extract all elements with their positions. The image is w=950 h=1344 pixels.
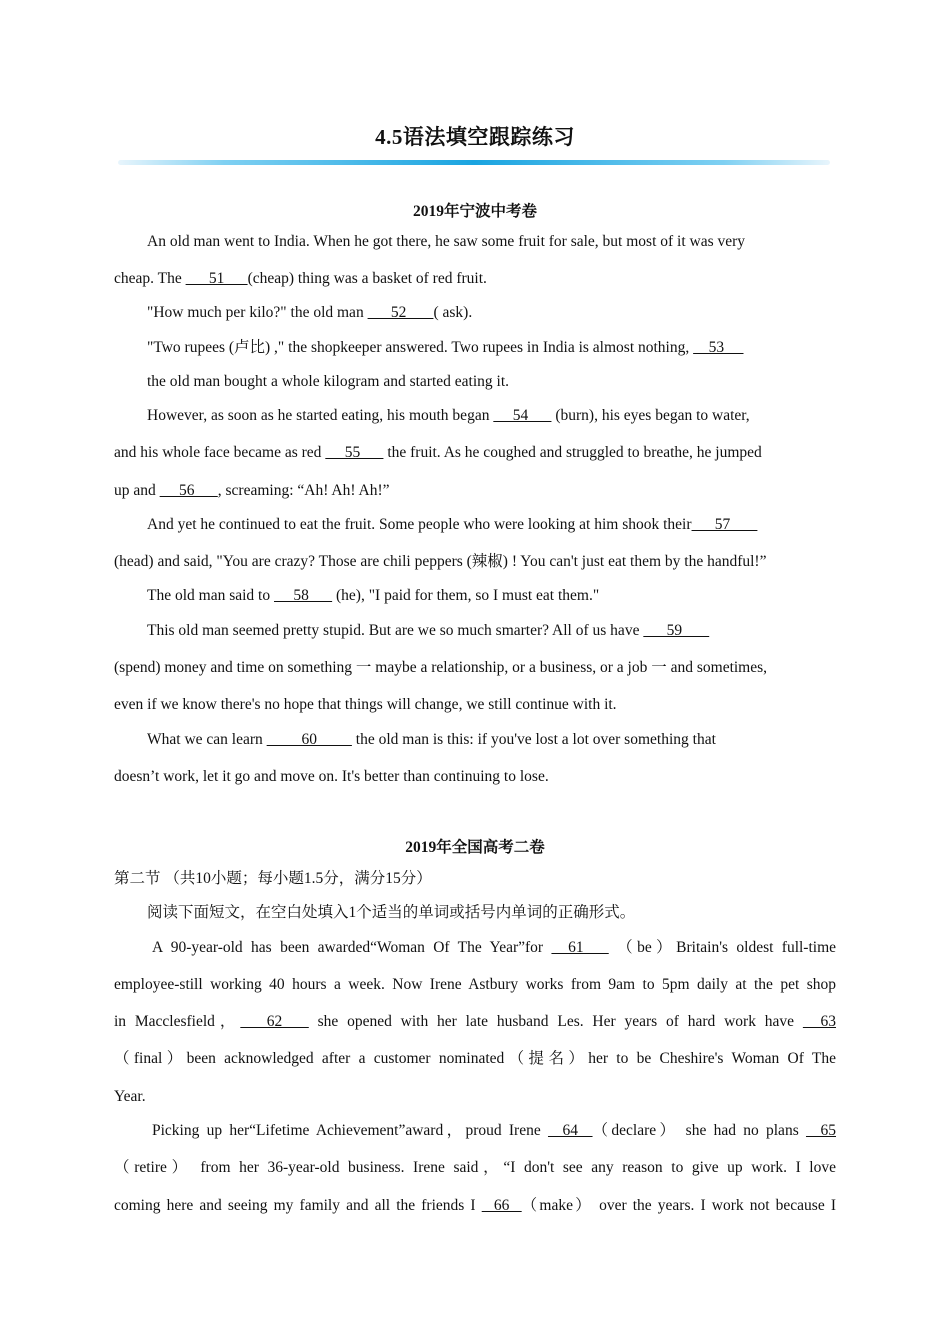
passage-line: This old man seemed pretty stupid. But are we so much smarter? All of us have 59: [147, 622, 710, 639]
section2-heading: 2019年全国高考二卷: [405, 839, 545, 856]
title-underline: [118, 160, 830, 165]
passage-line: Picking up her“Lifetime Achievement”award，proud Irene 64 （declare） she had no plans 65: [152, 1122, 836, 1139]
answer-blank[interactable]: 58: [274, 587, 333, 604]
answer-blank[interactable]: 65: [805, 1122, 836, 1139]
passage-line: And yet he continued to eat the fruit. Some people who were looking at him shook their 57: [147, 516, 758, 533]
passage-line: An old man went to India. When he got there, he saw some fruit for sale, but most of it was very: [147, 233, 746, 250]
passage-line: What we can learn 60 the old man is this: if you've lost a lot over something that: [147, 731, 716, 748]
passage-line: employee-still working 40 hours a week. Now Irene Astbury works from 9am to 5pm daily at the pet shop: [114, 976, 836, 993]
passage-line: A 90-year-old has been awarded“Woman Of The Year”for 61 （be）Britain's oldest full-time: [152, 939, 836, 956]
answer-blank[interactable]: 64: [547, 1122, 593, 1139]
answer-blank[interactable]: 54: [493, 407, 552, 424]
passage-line: coming here and seeing my family and all the friends I 66 （make） over the years. I work not because I: [114, 1197, 836, 1214]
passage-line: (head) and said, "You are crazy? Those are chili peppers (辣椒) ! You can't just eat them by the handful!”: [114, 553, 767, 570]
passage-line: "Two rupees (卢比) ," the shopkeeper answered. Two rupees in India is almost nothing, 53: [147, 339, 744, 356]
passage-line: the old man bought a whole kilogram and started eating it.: [147, 373, 510, 390]
passage-line: Year.: [114, 1088, 146, 1105]
passage-line: （final）been acknowledged after a customer nominated（提名）her to be Cheshire's Woman Of The: [114, 1050, 836, 1067]
answer-blank[interactable]: 53: [693, 339, 744, 356]
passage-line: "How much per kilo?" the old man 52 ( ask).: [147, 304, 473, 321]
passage-line: even if we know there's no hope that things will change, we still continue with it.: [114, 696, 617, 713]
answer-blank[interactable]: 66: [481, 1197, 522, 1214]
passage-line: doesn’t work, let it go and move on. It's better than continuing to lose.: [114, 768, 549, 785]
passage-line: However, as soon as he started eating, his mouth began 54 (burn), his eyes began to water,: [147, 407, 750, 424]
answer-blank[interactable]: 56: [159, 482, 218, 499]
passage-line: （retire） from her 36-year-old business. Irene said，“I don't see any reason to give up work. I love: [114, 1159, 836, 1176]
instruction-line: 第二节 （共10小题；每小题1.5分，满分15分）: [114, 870, 432, 887]
answer-blank[interactable]: 59: [643, 622, 710, 639]
answer-blank[interactable]: 57: [691, 516, 758, 533]
page-title: 4.5语法填空跟踪练习: [375, 125, 575, 149]
answer-blank[interactable]: 63: [802, 1013, 836, 1030]
answer-blank[interactable]: 60: [266, 731, 352, 748]
answer-blank[interactable]: 62: [240, 1013, 309, 1030]
answer-blank[interactable]: 51: [185, 270, 248, 287]
passage-line: (spend) money and time on something 一 maybe a relationship, or a business, or a job 一 and sometimes,: [114, 659, 768, 676]
section1-heading: 2019年宁波中考卷: [412, 203, 537, 220]
passage-line: cheap. The 51 (cheap) thing was a basket of red fruit.: [114, 270, 487, 287]
answer-blank[interactable]: 55: [325, 444, 384, 461]
passage-line: The old man said to 58 (he), "I paid for them, so I must eat them.": [147, 587, 600, 604]
instruction-line: 阅读下面短文，在空白处填入1个适当的单词或括号内单词的正确形式。: [147, 904, 636, 921]
answer-blank[interactable]: 52: [367, 304, 434, 321]
passage-line: in Macclesfield， 62 she opened with her late husband Les. Her years of hard work have 63: [114, 1013, 836, 1030]
answer-blank[interactable]: 61: [551, 939, 609, 956]
passage-line: up and 56 , screaming: “Ah! Ah! Ah!”: [114, 482, 390, 499]
passage-line: and his whole face became as red 55 the fruit. As he coughed and struggled to breathe, he jumped: [114, 444, 762, 461]
